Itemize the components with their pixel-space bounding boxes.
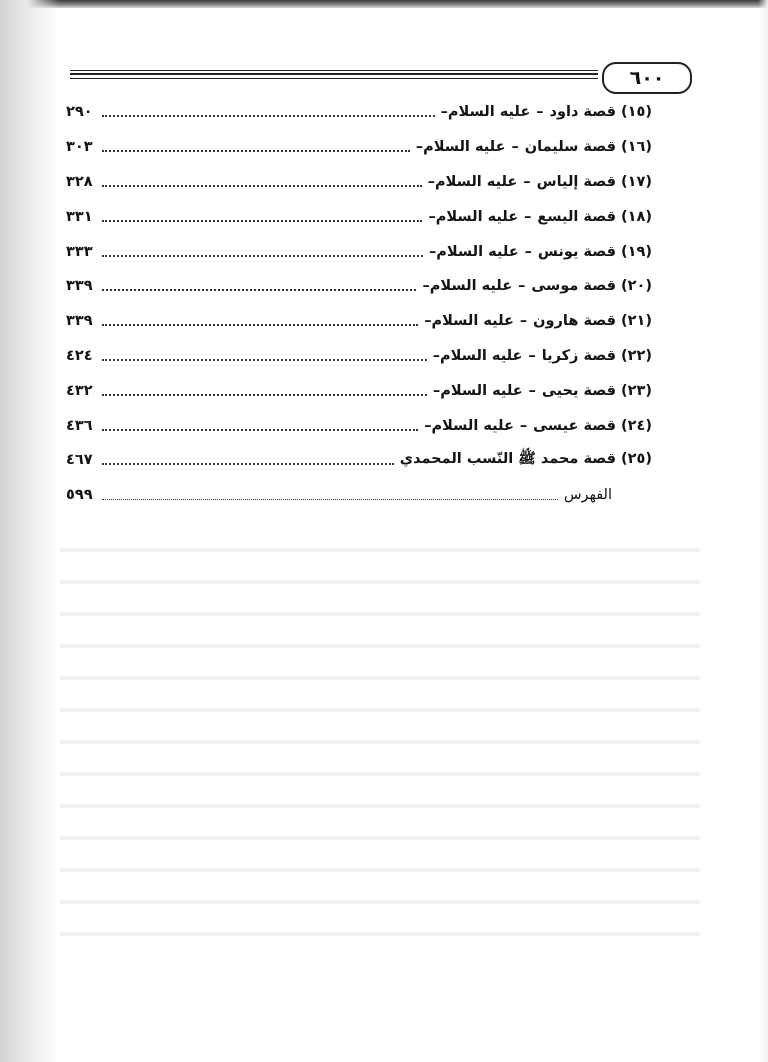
toc-entry-title: (١٥)قصة داود–عليه السلام– — [440, 104, 652, 121]
page-right-edge — [758, 0, 768, 1062]
toc-entry[interactable] — [66, 408, 652, 443]
toc-entry-number: (١٨) — [621, 208, 652, 225]
toc-entry-story: قصة موسى — [531, 278, 617, 295]
toc-entry-title: (٢٢)قصة زكريا–عليه السلام– — [432, 347, 652, 364]
header-rule — [70, 78, 598, 79]
toc-entry-story: قصة سليمان — [524, 139, 617, 156]
toc-dot-leader — [102, 324, 418, 326]
toc-entry-title: (١٧)قصة إلياس–عليه السلام– — [427, 173, 652, 190]
table-of-contents — [66, 95, 652, 513]
toc-entry-page: ٥٩٩ — [66, 487, 93, 504]
toc-dot-leader — [102, 115, 435, 117]
toc-dot-leader — [102, 359, 427, 361]
toc-entry-title: (٢٤)قصة عيسى–عليه السلام– — [424, 417, 652, 434]
toc-entry-suffix: عليه السلام– — [424, 417, 514, 434]
toc-entry-story: قصة محمد ﷺ النّسب المحمدي — [399, 450, 617, 467]
toc-entry-story: قصة عيسى — [533, 417, 617, 434]
toc-entry-number: (١٧) — [621, 173, 652, 190]
toc-entry-title: (١٩)قصة يونس–عليه السلام– — [429, 243, 652, 260]
toc-entry-suffix: عليه السلام– — [424, 313, 514, 330]
toc-entry-index[interactable] — [66, 478, 652, 513]
toc-entry-title: الفهرس — [563, 487, 612, 504]
toc-dot-leader — [102, 429, 418, 431]
toc-dot-leader — [102, 185, 422, 187]
toc-entry[interactable] — [66, 339, 652, 374]
toc-entry-page: ٤٣٢ — [66, 382, 93, 399]
toc-entry[interactable] — [66, 234, 652, 269]
toc-entry-suffix: عليه السلام– — [432, 347, 523, 364]
toc-entry-title: (١٦)قصة سليمان–عليه السلام– — [415, 139, 652, 156]
toc-entry-title — [400, 450, 652, 471]
toc-entry[interactable] — [66, 95, 652, 130]
toc-entry[interactable] — [66, 269, 652, 304]
toc-dot-leader — [102, 394, 427, 396]
toc-entry-title: (٢٣)قصة يحيى–عليه السلام– — [433, 382, 652, 399]
toc-entry-title: (١٨)قصة اليسع–عليه السلام– — [428, 208, 652, 225]
toc-entry-story: قصة يونس — [537, 243, 617, 260]
toc-entry[interactable] — [66, 304, 652, 339]
toc-entry-story: قصة إلياس — [536, 173, 617, 190]
toc-entry-title: (٢١)قصة هارون–عليه السلام– — [424, 313, 652, 330]
show-through-bleed — [60, 520, 700, 960]
page-number: ٦٠٠ — [602, 62, 692, 94]
header-rule — [70, 73, 598, 75]
toc-entry[interactable] — [66, 165, 652, 200]
toc-entry-suffix: عليه السلام– — [429, 243, 519, 260]
toc-entry-page: ٤٢٤ — [66, 347, 93, 364]
toc-entry-number: (٢٠) — [621, 278, 652, 295]
toc-entry-page: ٤٦٧ — [66, 452, 93, 469]
toc-entry-number: (٢١) — [621, 313, 652, 330]
toc-dot-leader — [102, 289, 416, 291]
toc-entry[interactable] — [66, 443, 652, 478]
toc-entry-story: قصة هارون — [533, 313, 617, 330]
toc-entry[interactable] — [66, 199, 652, 234]
toc-entry-number: (٢٥) — [621, 450, 652, 467]
toc-entry-number: (٢٤) — [621, 417, 652, 434]
toc-entry-story: قصة اليسع — [537, 208, 617, 225]
toc-entry-page: ٤٣٦ — [66, 417, 93, 434]
toc-dot-leader — [102, 463, 394, 465]
toc-entry-story: قصة زكريا — [541, 347, 617, 364]
toc-entry-suffix: عليه السلام– — [427, 173, 518, 190]
toc-entry-suffix: عليه السلام– — [415, 139, 506, 156]
toc-entry-story: قصة يحيى — [541, 382, 617, 399]
page-header — [70, 60, 696, 94]
toc-entry-number: (٢٢) — [621, 347, 652, 364]
scan-top-edge — [0, 0, 768, 8]
toc-entry-suffix: عليه السلام– — [428, 208, 519, 225]
toc-dot-leader — [102, 220, 422, 222]
toc-entry[interactable] — [66, 373, 652, 408]
toc-entry-page: ٣٢٨ — [66, 173, 93, 190]
toc-entry-suffix: عليه السلام– — [422, 278, 513, 295]
toc-entry-story: قصة داود — [549, 104, 617, 121]
toc-entry-page: ٣٣٩ — [66, 278, 93, 295]
toc-dot-leader — [102, 499, 558, 500]
toc-entry-page: ٣٣٣ — [66, 243, 93, 260]
toc-entry-page: ٣٠٣ — [66, 139, 93, 156]
toc-entry-page: ٣٣٩ — [66, 313, 93, 330]
toc-entry-title: (٢٠)قصة موسى–عليه السلام– — [422, 278, 652, 295]
toc-entry-suffix: عليه السلام– — [433, 382, 523, 399]
header-rule — [70, 70, 598, 71]
toc-dot-leader — [102, 150, 410, 152]
toc-entry-number: (١٥) — [621, 104, 652, 121]
toc-entry[interactable] — [66, 130, 652, 165]
toc-entry-number: (٢٣) — [621, 382, 652, 399]
page-gutter-shadow — [0, 0, 60, 1062]
toc-entry-page: ٢٩٠ — [66, 104, 93, 121]
toc-entry-suffix: عليه السلام– — [440, 104, 531, 121]
toc-entry-number: (١٦) — [621, 139, 652, 156]
toc-dot-leader — [102, 255, 423, 257]
toc-entry-page: ٣٣١ — [66, 208, 93, 225]
toc-entry-number: (١٩) — [621, 243, 652, 260]
